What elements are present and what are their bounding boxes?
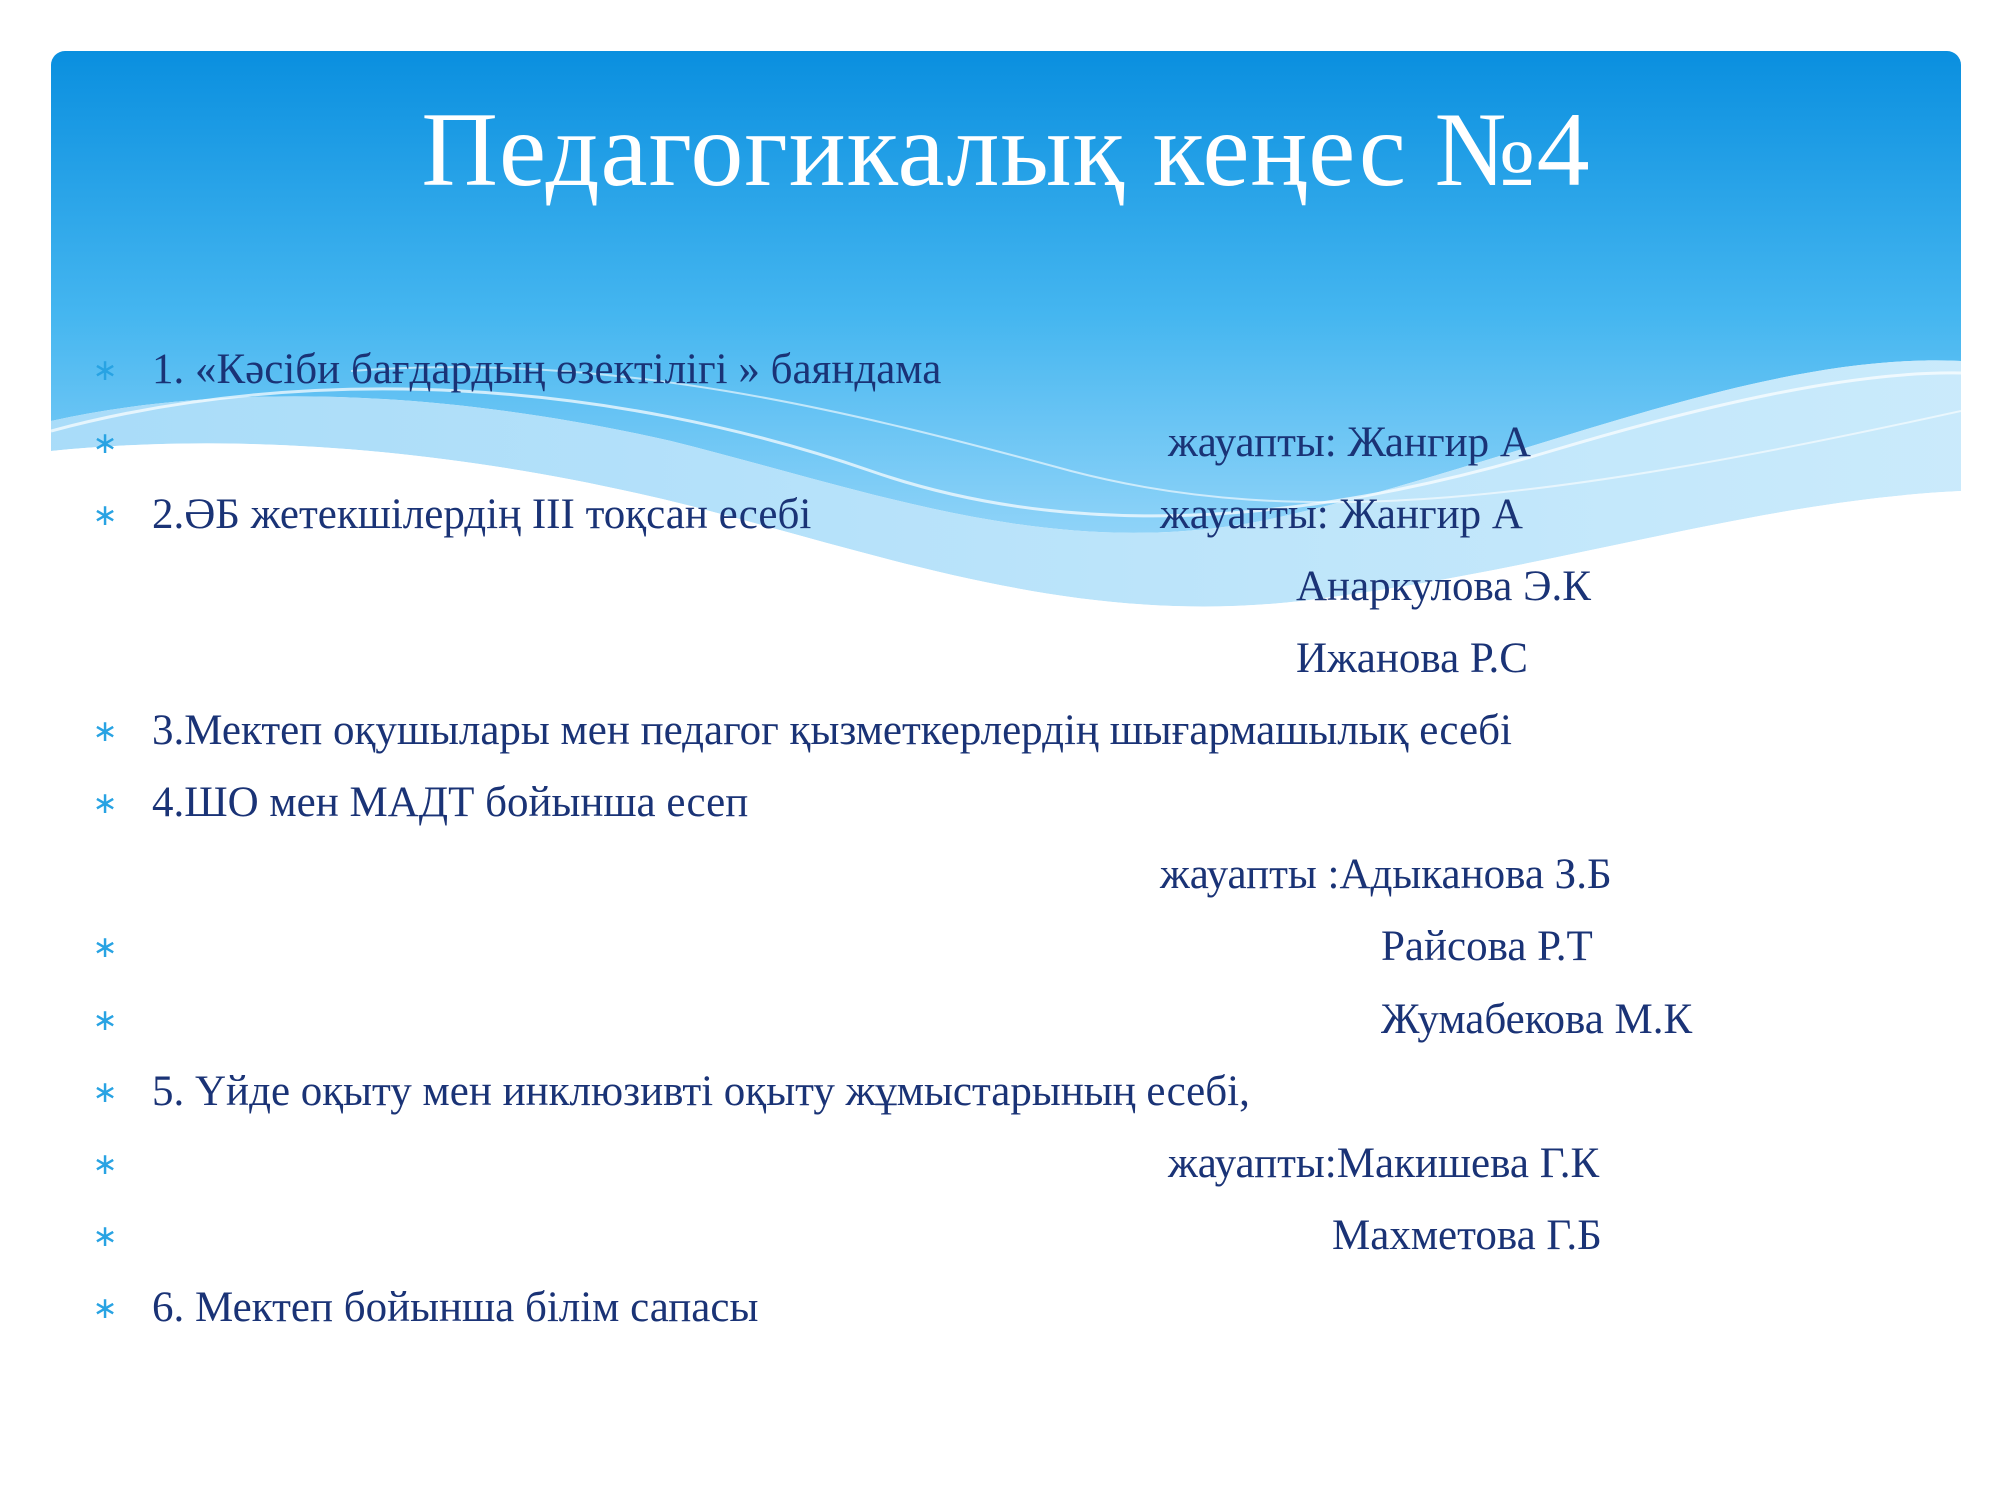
item-text: жауапты :Адыканова З.Б bbox=[1160, 851, 1612, 898]
bullet-icon: ∗ bbox=[92, 426, 118, 461]
item-text: Ижанова Р.С bbox=[1296, 635, 1528, 682]
item-text: Махметова Г.Б bbox=[1332, 1212, 1602, 1259]
item-text: 1. «Кәсіби бағдардың өзектілігі » баяндама bbox=[152, 346, 942, 393]
item-text: жауапты:Макишева Г.К bbox=[1168, 1140, 1600, 1187]
item-text: 3.Мектеп оқушылары мен педагог қызметкерлердің шығармашылық есебі bbox=[152, 707, 1512, 754]
bullet-icon: ∗ bbox=[92, 1219, 118, 1254]
list-item bbox=[0, 701, 2000, 761]
list-item bbox=[0, 485, 2000, 545]
item-text: 2.ӘБ жетекшілердің ІІІ тоқсан есебі bbox=[152, 491, 812, 538]
bullet-icon: ∗ bbox=[92, 498, 118, 533]
bullet-icon: ∗ bbox=[92, 1075, 118, 1110]
item-text: Райсова Р.Т bbox=[1381, 923, 1593, 970]
item-text: Анаркулова Э.К bbox=[1296, 563, 1591, 610]
list-item bbox=[0, 773, 2000, 833]
bullet-icon: ∗ bbox=[92, 1291, 118, 1326]
item-text: 4.ШО мен МАДТ бойынша есеп bbox=[152, 779, 749, 826]
bullet-icon: ∗ bbox=[92, 1147, 118, 1182]
item-text: Жумабекова М.К bbox=[1381, 996, 1693, 1043]
item-text: 6. Мектеп бойынша білім сапасы bbox=[152, 1284, 759, 1331]
list-item bbox=[0, 1134, 2000, 1194]
list-item bbox=[0, 629, 2000, 689]
item-responsible: жауапты: Жангир А bbox=[1160, 491, 1523, 538]
list-item bbox=[0, 845, 2000, 905]
bullet-icon: ∗ bbox=[92, 353, 118, 388]
list-item bbox=[0, 340, 2000, 400]
list-item bbox=[0, 1278, 2000, 1338]
bullet-icon: ∗ bbox=[92, 786, 118, 821]
list-item bbox=[0, 917, 2000, 977]
list-item bbox=[0, 1206, 2000, 1266]
bullet-icon: ∗ bbox=[92, 930, 118, 965]
bullet-icon: ∗ bbox=[92, 1003, 118, 1038]
item-text: жауапты: Жангир А bbox=[1168, 419, 1531, 466]
slide-title: Педагогикалық кеңес №4 bbox=[421, 91, 1591, 208]
list-item bbox=[0, 990, 2000, 1050]
item-text: 5. Үйде оқыту мен инклюзивті оқыту жұмыстарының есебі, bbox=[152, 1068, 1250, 1115]
list-item bbox=[0, 413, 2000, 473]
list-item bbox=[0, 557, 2000, 617]
bullet-icon: ∗ bbox=[92, 714, 118, 749]
list-item bbox=[0, 1062, 2000, 1122]
